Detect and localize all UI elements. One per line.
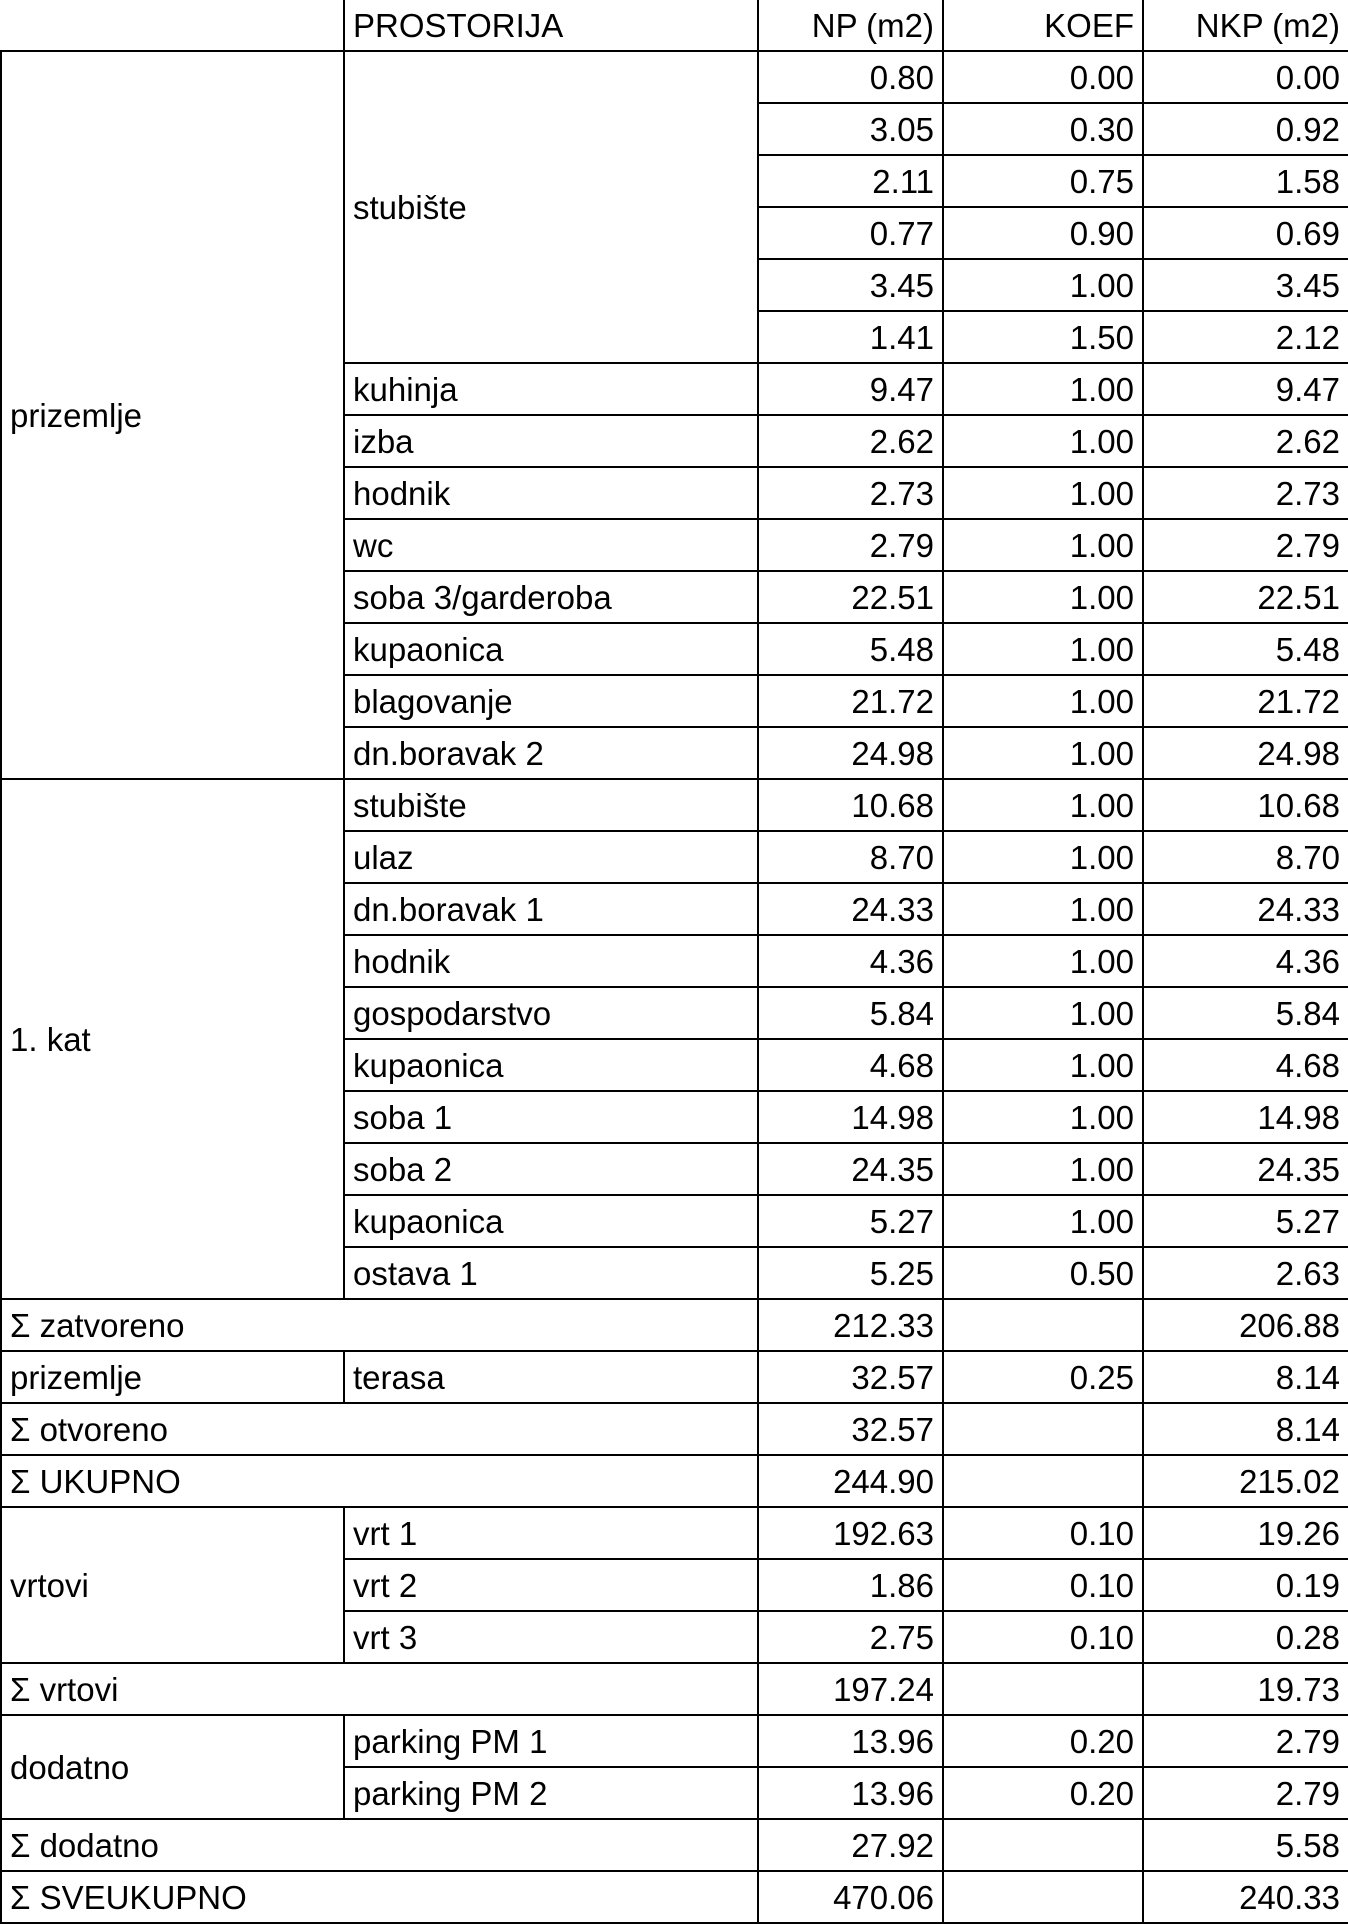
koef-cell: 0.20: [943, 1767, 1143, 1819]
nkp-cell: 2.73: [1143, 467, 1348, 519]
summary-label: Σ SVEUKUPNO: [1, 1871, 758, 1923]
header-koef: KOEF: [943, 0, 1143, 51]
nkp-cell: 3.45: [1143, 259, 1348, 311]
summary-label: Σ vrtovi: [1, 1663, 758, 1715]
np-cell: 5.84: [758, 987, 943, 1039]
nkp-cell: 24.35: [1143, 1143, 1348, 1195]
room-name: kupaonica: [344, 623, 758, 675]
header-np: NP (m2): [758, 0, 943, 51]
nkp-cell: 0.00: [1143, 51, 1348, 103]
nkp-cell: 2.79: [1143, 1715, 1348, 1767]
table-row: [1, 1351, 1348, 1403]
np-cell: 0.80: [758, 51, 943, 103]
koef-cell: 0.00: [943, 51, 1143, 103]
summary-nkp: 5.58: [1143, 1819, 1348, 1871]
room-name: parking PM 2: [344, 1767, 758, 1819]
np-cell: 21.72: [758, 675, 943, 727]
summary-np: 197.24: [758, 1663, 943, 1715]
koef-cell: 1.00: [943, 675, 1143, 727]
room-name: kuhinja: [344, 363, 758, 415]
np-cell: 0.77: [758, 207, 943, 259]
nkp-cell: 4.36: [1143, 935, 1348, 987]
koef-cell: 1.00: [943, 623, 1143, 675]
nkp-cell: 5.27: [1143, 1195, 1348, 1247]
koef-cell: 1.00: [943, 363, 1143, 415]
koef-cell: 1.00: [943, 467, 1143, 519]
koef-cell: 0.20: [943, 1715, 1143, 1767]
summary-koef: [943, 1819, 1143, 1871]
koef-cell: 1.00: [943, 519, 1143, 571]
table-row: [1, 1507, 1348, 1559]
room-name: blagovanje: [344, 675, 758, 727]
koef-cell: 1.00: [943, 935, 1143, 987]
room-name: terasa: [344, 1351, 758, 1403]
nkp-cell: 5.48: [1143, 623, 1348, 675]
summary-row-zatvoreno: [1, 1299, 1348, 1351]
nkp-cell: 5.84: [1143, 987, 1348, 1039]
summary-nkp: 206.88: [1143, 1299, 1348, 1351]
np-cell: 4.36: [758, 935, 943, 987]
room-name: vrt 2: [344, 1559, 758, 1611]
floor-label-1-kat: 1. kat: [1, 779, 344, 1299]
room-stubiste-prizemlje: stubište: [344, 51, 758, 363]
floor-label-dodatno: dodatno: [1, 1715, 344, 1819]
table-row: [1, 779, 1348, 831]
np-cell: 2.79: [758, 519, 943, 571]
summary-row-dodatno: [1, 1819, 1348, 1871]
nkp-cell: 14.98: [1143, 1091, 1348, 1143]
summary-koef: [943, 1299, 1143, 1351]
np-cell: 10.68: [758, 779, 943, 831]
summary-nkp: 19.73: [1143, 1663, 1348, 1715]
koef-cell: 0.10: [943, 1611, 1143, 1663]
koef-cell: 1.00: [943, 883, 1143, 935]
nkp-cell: 1.58: [1143, 155, 1348, 207]
koef-cell: 1.00: [943, 1143, 1143, 1195]
np-cell: 32.57: [758, 1351, 943, 1403]
np-cell: 2.11: [758, 155, 943, 207]
np-cell: 9.47: [758, 363, 943, 415]
koef-cell: 1.00: [943, 779, 1143, 831]
room-name: stubište: [344, 779, 758, 831]
nkp-cell: 24.98: [1143, 727, 1348, 779]
summary-label: Σ UKUPNO: [1, 1455, 758, 1507]
room-name: ulaz: [344, 831, 758, 883]
room-name: dn.boravak 1: [344, 883, 758, 935]
koef-cell: 0.10: [943, 1559, 1143, 1611]
summary-label: Σ otvoreno: [1, 1403, 758, 1455]
nkp-cell: 21.72: [1143, 675, 1348, 727]
summary-row-otvoreno: [1, 1403, 1348, 1455]
nkp-cell: 2.79: [1143, 1767, 1348, 1819]
room-name: hodnik: [344, 467, 758, 519]
koef-cell: 0.25: [943, 1351, 1143, 1403]
summary-nkp: 240.33: [1143, 1871, 1348, 1923]
np-cell: 8.70: [758, 831, 943, 883]
room-name: dn.boravak 2: [344, 727, 758, 779]
room-name: hodnik: [344, 935, 758, 987]
table-row: [1, 1715, 1348, 1767]
nkp-cell: 19.26: [1143, 1507, 1348, 1559]
koef-cell: 0.30: [943, 103, 1143, 155]
summary-row-ukupno: [1, 1455, 1348, 1507]
koef-cell: 0.75: [943, 155, 1143, 207]
koef-cell: 0.90: [943, 207, 1143, 259]
np-cell: 14.98: [758, 1091, 943, 1143]
nkp-cell: 2.62: [1143, 415, 1348, 467]
nkp-cell: 24.33: [1143, 883, 1348, 935]
koef-cell: 1.00: [943, 831, 1143, 883]
koef-cell: 0.10: [943, 1507, 1143, 1559]
koef-cell: 1.50: [943, 311, 1143, 363]
nkp-cell: 0.69: [1143, 207, 1348, 259]
nkp-cell: 0.28: [1143, 1611, 1348, 1663]
header-nkp: NKP (m2): [1143, 0, 1348, 51]
floor-label-terasa: prizemlje: [1, 1351, 344, 1403]
np-cell: 1.41: [758, 311, 943, 363]
room-name: gospodarstvo: [344, 987, 758, 1039]
summary-koef: [943, 1663, 1143, 1715]
summary-koef: [943, 1871, 1143, 1923]
koef-cell: 1.00: [943, 415, 1143, 467]
nkp-cell: 2.79: [1143, 519, 1348, 571]
summary-row-vrtovi: [1, 1663, 1348, 1715]
np-cell: 5.25: [758, 1247, 943, 1299]
np-cell: 5.48: [758, 623, 943, 675]
np-cell: 3.05: [758, 103, 943, 155]
room-name: soba 2: [344, 1143, 758, 1195]
summary-np: 244.90: [758, 1455, 943, 1507]
nkp-cell: 0.19: [1143, 1559, 1348, 1611]
np-cell: 5.27: [758, 1195, 943, 1247]
np-cell: 4.68: [758, 1039, 943, 1091]
room-name: vrt 3: [344, 1611, 758, 1663]
summary-nkp: 8.14: [1143, 1403, 1348, 1455]
np-cell: 24.98: [758, 727, 943, 779]
np-cell: 192.63: [758, 1507, 943, 1559]
room-name: soba 1: [344, 1091, 758, 1143]
np-cell: 1.86: [758, 1559, 943, 1611]
koef-cell: 1.00: [943, 727, 1143, 779]
np-cell: 13.96: [758, 1767, 943, 1819]
summary-koef: [943, 1403, 1143, 1455]
nkp-cell: 8.70: [1143, 831, 1348, 883]
summary-koef: [943, 1455, 1143, 1507]
np-cell: 22.51: [758, 571, 943, 623]
summary-row-sveukupno: [1, 1871, 1348, 1923]
room-name: kupaonica: [344, 1195, 758, 1247]
koef-cell: 1.00: [943, 259, 1143, 311]
koef-cell: 1.00: [943, 987, 1143, 1039]
np-cell: 2.73: [758, 467, 943, 519]
floor-label-vrtovi: vrtovi: [1, 1507, 344, 1663]
table-row: [1, 51, 1348, 103]
summary-np: 32.57: [758, 1403, 943, 1455]
np-cell: 24.35: [758, 1143, 943, 1195]
np-cell: 13.96: [758, 1715, 943, 1767]
floor-label-prizemlje: prizemlje: [1, 51, 344, 779]
room-name: izba: [344, 415, 758, 467]
room-name: parking PM 1: [344, 1715, 758, 1767]
room-name: vrt 1: [344, 1507, 758, 1559]
summary-label: Σ dodatno: [1, 1819, 758, 1871]
koef-cell: 1.00: [943, 571, 1143, 623]
nkp-cell: 2.63: [1143, 1247, 1348, 1299]
np-cell: 2.75: [758, 1611, 943, 1663]
summary-np: 470.06: [758, 1871, 943, 1923]
koef-cell: 0.50: [943, 1247, 1143, 1299]
nkp-cell: 4.68: [1143, 1039, 1348, 1091]
header-floor-cell: [1, 0, 344, 51]
np-cell: 24.33: [758, 883, 943, 935]
room-name: kupaonica: [344, 1039, 758, 1091]
header-row: [1, 0, 1348, 51]
summary-nkp: 215.02: [1143, 1455, 1348, 1507]
header-room: PROSTORIJA: [344, 0, 758, 51]
nkp-cell: 2.12: [1143, 311, 1348, 363]
nkp-cell: 8.14: [1143, 1351, 1348, 1403]
koef-cell: 1.00: [943, 1195, 1143, 1247]
nkp-cell: 0.92: [1143, 103, 1348, 155]
room-name: ostava 1: [344, 1247, 758, 1299]
koef-cell: 1.00: [943, 1039, 1143, 1091]
np-cell: 2.62: [758, 415, 943, 467]
room-name: wc: [344, 519, 758, 571]
koef-cell: 1.00: [943, 1091, 1143, 1143]
summary-label: Σ zatvoreno: [1, 1299, 758, 1351]
nkp-cell: 9.47: [1143, 363, 1348, 415]
summary-np: 27.92: [758, 1819, 943, 1871]
np-cell: 3.45: [758, 259, 943, 311]
nkp-cell: 22.51: [1143, 571, 1348, 623]
room-name: soba 3/garderoba: [344, 571, 758, 623]
nkp-cell: 10.68: [1143, 779, 1348, 831]
summary-np: 212.33: [758, 1299, 943, 1351]
